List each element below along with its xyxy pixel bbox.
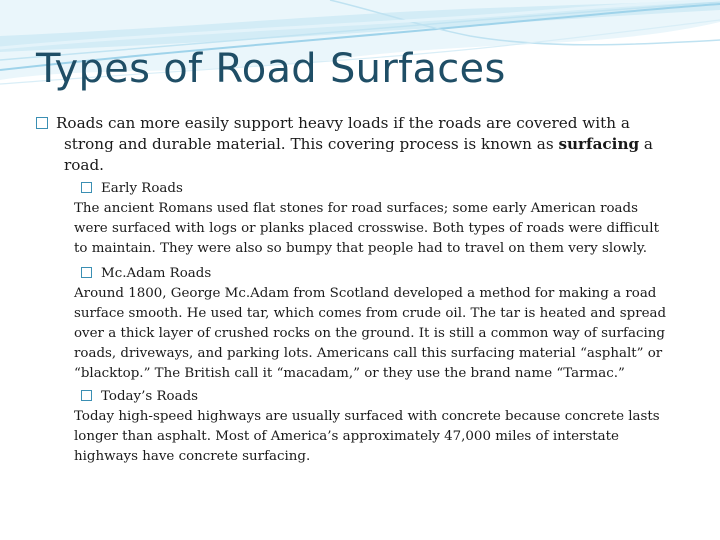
body-line: were surfaced with logs or planks placed crosswise. Both types of roads were difficult — [74, 221, 659, 236]
body-line: over a thick layer of crushed rocks on the ground. It is still a common way of surfacing — [74, 326, 665, 341]
section-body — [74, 284, 684, 384]
section-early-roads — [74, 179, 684, 259]
section-heading — [74, 264, 684, 284]
body-line: roads, driveways, and parking lots. Americans call this surfacing material “asphalt” or — [74, 346, 663, 361]
section-heading-text: Mc.Adam Roads — [101, 266, 212, 281]
bullet-box-icon — [81, 390, 92, 401]
body-line: Today high-speed highways are usually surfaced with concrete because concrete lasts — [74, 409, 660, 424]
body-line: surface smooth. He used tar, which comes from crude oil. The tar is heated and spread — [74, 306, 667, 321]
body-line: highways have concrete surfacing. — [74, 449, 311, 464]
section-heading-text: Today’s Roads — [101, 389, 199, 404]
body-line: “blacktop.” The British call it “macadam,” or they use the brand name “Tarmac.” — [74, 366, 625, 381]
section-body — [74, 407, 684, 467]
body-line: The ancient Romans used flat stones for road surfaces; some early American roads — [74, 201, 638, 216]
bullet-box-icon — [36, 117, 48, 129]
section-heading — [74, 387, 684, 407]
body-line: longer than asphalt. Most of America’s approximately 47,000 miles of interstate — [74, 429, 619, 444]
section-heading — [74, 179, 684, 199]
bullet-box-icon — [81, 267, 92, 278]
bullet-box-icon — [81, 182, 92, 193]
intro-term: surfacing — [558, 135, 640, 153]
section-todays-roads — [74, 387, 684, 467]
slide-title: Types of Road Surfaces — [36, 46, 506, 92]
section-heading-text: Early Roads — [101, 181, 183, 196]
body-line: Around 1800, George Mc.Adam from Scotland developed a method for making a road — [74, 286, 657, 301]
intro-text-end: a road. — [64, 135, 653, 174]
intro-paragraph — [36, 113, 684, 176]
intro-text: Roads can more easily support heavy loads if the roads are covered with a strong and durable material. This covering process is known as — [56, 114, 630, 153]
body-line: to maintain. They were also so bumpy that people had to travel on them very slowly. — [74, 241, 647, 256]
section-body — [74, 199, 684, 259]
section-mcadam-roads — [74, 264, 684, 384]
